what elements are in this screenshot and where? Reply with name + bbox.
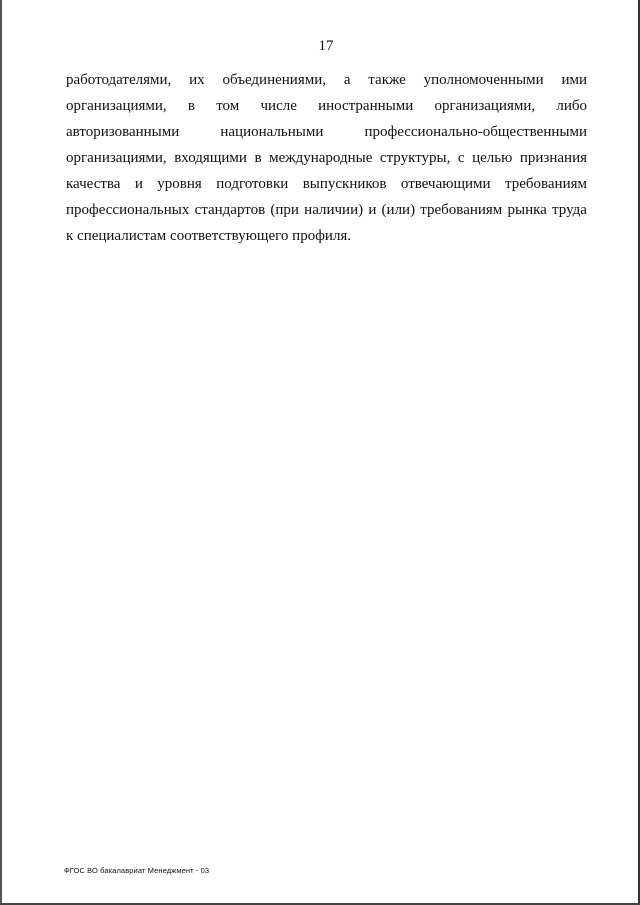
word: национальными bbox=[220, 124, 324, 140]
scan-edge-left bbox=[0, 0, 2, 905]
word: а bbox=[343, 72, 351, 88]
word: авторизованными bbox=[66, 124, 180, 140]
word: (при bbox=[270, 202, 299, 218]
word: либо bbox=[556, 98, 587, 114]
word: уровня bbox=[157, 176, 202, 192]
word: рынка bbox=[507, 202, 547, 218]
word: наличии) bbox=[304, 202, 364, 218]
word: в bbox=[254, 150, 262, 166]
word: том bbox=[216, 98, 240, 114]
word: также bbox=[368, 72, 406, 88]
word: профессиональных bbox=[66, 202, 190, 218]
word: структуры, bbox=[379, 150, 451, 166]
word: отвечающими bbox=[400, 176, 491, 192]
word: ими bbox=[561, 72, 587, 88]
word: требованиям bbox=[420, 202, 503, 218]
text-line bbox=[66, 171, 587, 197]
word: организациями, bbox=[434, 98, 536, 114]
word: (или) bbox=[381, 202, 416, 218]
text-line bbox=[66, 67, 587, 93]
body-paragraph bbox=[66, 67, 587, 249]
text-line bbox=[66, 145, 587, 171]
word: подготовки bbox=[216, 176, 289, 192]
word: международные bbox=[269, 150, 373, 166]
word: качества bbox=[66, 176, 121, 192]
text-line bbox=[66, 223, 587, 249]
text-line bbox=[66, 93, 587, 119]
word: входящими bbox=[174, 150, 247, 166]
word: профессионально-общественными bbox=[364, 124, 587, 140]
word: выпускников bbox=[302, 176, 387, 192]
word: объединениями, bbox=[222, 72, 326, 88]
word: иностранными bbox=[318, 98, 414, 114]
word: целью bbox=[472, 150, 513, 166]
text-line bbox=[66, 197, 587, 223]
word: работодателями, bbox=[66, 72, 172, 88]
word: с bbox=[457, 150, 465, 166]
word: признания bbox=[519, 150, 587, 166]
text-line bbox=[66, 119, 587, 145]
word: стандартов bbox=[194, 202, 266, 218]
word: труда bbox=[552, 202, 587, 218]
word: числе bbox=[260, 98, 297, 114]
word: уполномоченными bbox=[423, 72, 544, 88]
word: и bbox=[134, 176, 143, 192]
page-number: 17 bbox=[318, 38, 334, 54]
word: требованиям bbox=[504, 176, 587, 192]
word: их bbox=[189, 72, 205, 88]
word: к специалистам соответствующего профиля. bbox=[66, 228, 352, 244]
word: организациями, bbox=[66, 98, 167, 114]
word: и bbox=[368, 202, 377, 218]
document-footer: ФГОС ВО бакалавриат Менеджмент - 03 bbox=[64, 866, 210, 875]
word: организациями, bbox=[66, 150, 167, 166]
word: в bbox=[187, 98, 195, 114]
